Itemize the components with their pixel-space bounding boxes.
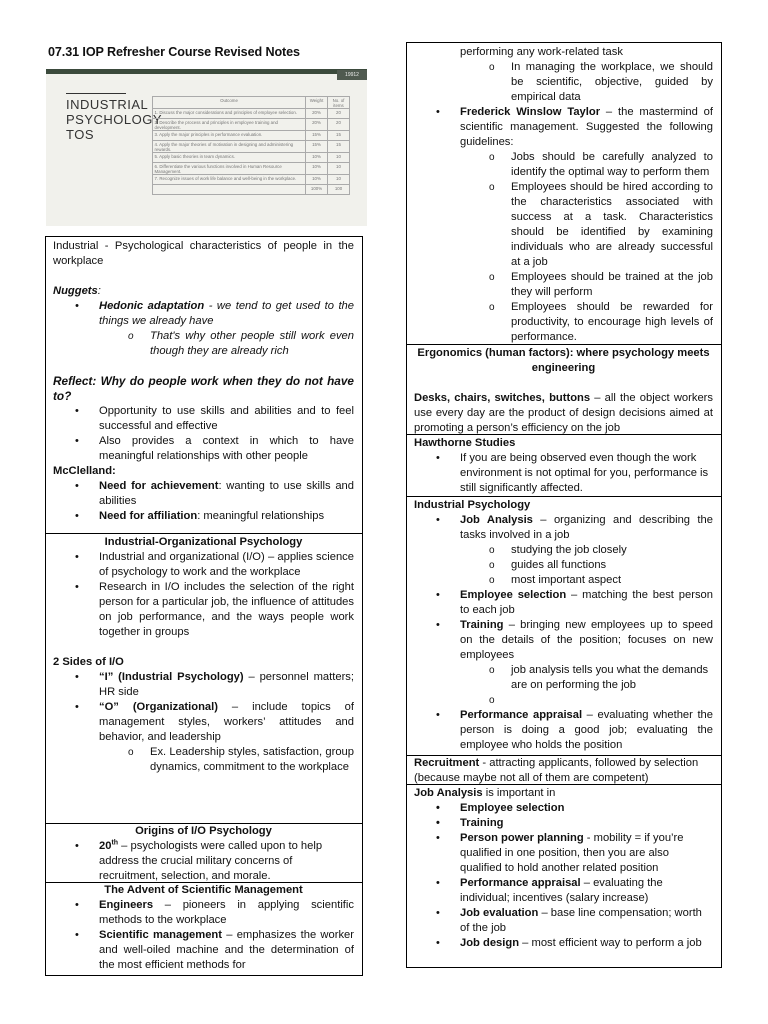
hawthorne-list: [414, 451, 713, 496]
image-top-bar: [46, 69, 367, 74]
tos-cell: 10%: [306, 175, 328, 185]
term: Performance appraisal: [460, 877, 581, 889]
definition: – personnel matters; HR side: [99, 671, 354, 698]
definition: is important in: [482, 787, 556, 799]
tos-cell: 15%: [306, 141, 328, 153]
list-item: [53, 700, 354, 745]
list-item-continued: performing any work-related task: [460, 46, 623, 58]
term: Hedonic adaptation: [99, 300, 205, 312]
list-item: • Industrial and organizational (I/O) – applies science of psychology to work and the workplace: [53, 550, 354, 580]
advent-list: [53, 898, 354, 973]
list-item: • Also provides a context in which to have meaningful relationships with other people: [53, 434, 354, 464]
definition: – most efficient way to perform a job: [519, 937, 702, 949]
definition: – all the object workers use every day are the product of design decisions aimed at promoting a person’s efficiency on the job: [414, 392, 713, 434]
tos-cell: 20%: [306, 119, 328, 131]
term: Scientific management: [99, 929, 222, 941]
tos-cell: 10%: [306, 153, 328, 163]
list-item: [414, 513, 713, 543]
definition: – emphasizes the worker and well-oiled machine and the determination of the most efficient methods for: [99, 929, 354, 971]
tos-cell: 2. Describe the process and principles in employee training and development.: [153, 119, 306, 131]
list-item: • Research in I/O includes the selection of the right person for a particular job, the influence of attitudes on job performance, and the ways people work together in groups: [53, 580, 354, 640]
job-analysis-intro: [414, 786, 713, 801]
origins-heading: Origins of I/O Psychology: [135, 825, 272, 837]
tos-cell: 7. Recognize issues of work life balance and well-being in the workplace.: [153, 175, 306, 185]
term: Job Analysis: [414, 787, 483, 799]
reflect-list: [53, 404, 354, 464]
definition: – bringing new employees up to speed on the details of the position; focuses on new employees: [460, 619, 713, 661]
io-list: [53, 550, 354, 640]
tos-row: [153, 141, 350, 153]
tos-header-row: [153, 97, 350, 109]
industrial-psychology-list: [414, 513, 713, 753]
right-notes-box: [406, 42, 722, 968]
divider: [45, 533, 363, 534]
list-item: [414, 906, 713, 936]
tos-cell: 100: [328, 185, 350, 195]
list-item: [414, 588, 713, 618]
tos-header-cell: No. of items: [328, 97, 350, 109]
list-item: • Opportunity to use skills and abilities and to feel successful and effective: [53, 404, 354, 434]
empty-sub-list-item: [414, 693, 713, 708]
list-item: [53, 898, 354, 928]
term: “I” (Industrial Psychology): [99, 671, 244, 683]
definition: – include topics of management styles, workers’ attitudes and behavior, and leadership: [99, 701, 354, 743]
term: Frederick Winslow Taylor: [460, 106, 601, 118]
century-suffix: th: [111, 839, 119, 847]
origins-list: [53, 839, 354, 884]
nuggets-label: Nuggets:: [53, 285, 101, 297]
term: Job evaluation: [460, 907, 539, 919]
list-item: [414, 936, 713, 951]
definition: – psychologists were called upon to help address the crucial military concerns of recruitment, selection, and morale.: [99, 840, 323, 882]
list-item: [414, 831, 713, 876]
sub-list-item: o most important aspect: [414, 573, 713, 588]
term: Need for achievement: [99, 480, 219, 492]
list-item: • Training: [414, 816, 713, 831]
tos-title-line: TOS: [66, 127, 94, 142]
page-title: 07.31 IOP Refresher Course Revised Notes: [48, 45, 300, 59]
definition: - mobility = if you’re qualified in one position, then you are also qualified to hold another related position: [460, 832, 684, 874]
tos-cell: 10: [328, 153, 350, 163]
list-item: [414, 708, 713, 753]
tos-title-rule: [66, 93, 126, 94]
sub-list-item: o guides all functions: [414, 558, 713, 573]
tos-row: [153, 119, 350, 131]
tos-title-line: INDUSTRIAL: [66, 97, 149, 112]
term: Engineers: [99, 899, 154, 911]
list-item: [53, 299, 354, 329]
term: Performance appraisal: [460, 709, 583, 721]
tos-cell: 1. Discuss the major considerations and principles of employee selection.: [153, 109, 306, 119]
term: Job design: [460, 937, 520, 949]
tos-total-row: [153, 185, 350, 195]
sub-list-item: o Employees should be rewarded for productivity, to encourage high levels of performance.: [414, 300, 713, 345]
mcclelland-heading: McClelland:: [53, 465, 116, 477]
definition: - we tend to get used to the things we already have: [99, 300, 354, 327]
tos-title: [66, 97, 162, 142]
term: Need for affiliation: [99, 510, 198, 522]
tos-cell: 10: [328, 175, 350, 185]
advent-heading: The Advent of Scientific Management: [104, 884, 303, 896]
sub-list-item: o studying the job closely: [414, 543, 713, 558]
tos-cell: 15: [328, 141, 350, 153]
industrial-psychology-heading: Industrial Psychology: [414, 499, 531, 511]
tos-cell: 5. Apply basic theories in team dynamics.: [153, 153, 306, 163]
definition: : wanting to use skills and abilities: [99, 480, 354, 507]
tos-header-cell: Weight: [306, 97, 328, 109]
tos-header-cell: Outcome: [153, 97, 306, 109]
sub-list-item: o That's why other people still work even though they are already rich: [53, 329, 354, 359]
sub-list-item: o Employees should be trained at the job they will perform: [414, 270, 713, 300]
sub-list-item: o Jobs should be carefully analyzed to identify the optimal way to perform them: [414, 150, 713, 180]
tos-image: [46, 69, 367, 226]
century-number: 20: [99, 840, 112, 852]
list-item: [414, 618, 713, 663]
definition: – evaluating whether the person is doing a good job; evaluating the employee who holds the position: [460, 709, 713, 751]
term: Job Analysis: [460, 514, 533, 526]
list-item: [53, 509, 354, 524]
left-notes-box: [45, 236, 363, 976]
tos-cell: 3. Apply the major principles in performance evaluation.: [153, 131, 306, 141]
image-badge: 19912: [337, 70, 367, 80]
list-item: [53, 928, 354, 973]
tos-row: [153, 109, 350, 119]
recruitment-text: [414, 756, 713, 786]
definition: : meaningful relationships: [197, 510, 325, 522]
tos-cell: [153, 185, 306, 195]
definition: – pioneers in applying scientific methods to the workplace: [99, 899, 354, 926]
sides-list: [53, 670, 354, 775]
tos-cell: 4. Apply the major theories of motivation in designing and administering rewards.: [153, 141, 306, 153]
term: Employee selection: [460, 589, 567, 601]
tos-cell: 10%: [306, 163, 328, 175]
list-item: [53, 479, 354, 509]
io-heading: Industrial-Organizational Psychology: [104, 536, 303, 548]
definition: – base line compensation; worth of the job: [460, 907, 702, 934]
tos-cell: 10: [328, 163, 350, 175]
sub-list-item: o Employees should be hired according to the characteristics associated with success at a task. Characteristics should be identified by examining individuals who are already successful at a job: [414, 180, 713, 270]
reflect-question: Reflect: Why do people work when they do not have to?: [53, 374, 354, 403]
tos-row: [153, 131, 350, 141]
term: Recruitment: [414, 757, 480, 769]
continued-list: [414, 45, 713, 345]
term: Person power planning: [460, 832, 584, 844]
list-item: • If you are being observed even though the work environment is not optimal for you, performance is still significantly affected.: [414, 451, 713, 496]
job-analysis-list: [414, 801, 713, 951]
hawthorne-heading: Hawthorne Studies: [414, 437, 516, 449]
ergonomics-heading: Ergonomics (human factors): where psychology meets engineering: [417, 347, 710, 374]
tos-cell: 15%: [306, 131, 328, 141]
tos-cell: 100%: [306, 185, 328, 195]
tos-cell: 20: [328, 119, 350, 131]
list-item: [53, 839, 354, 884]
tos-cell: 6. Differentiate the various functions involved in Human Resource Management.: [153, 163, 306, 175]
list-item: [53, 670, 354, 700]
tos-cell: 15: [328, 131, 350, 141]
definition: – the mastermind of scientific management. Suggested the following guidelines:: [460, 106, 713, 148]
sides-heading: 2 Sides of I/O: [53, 656, 124, 668]
list-item: [414, 105, 713, 150]
ergonomics-text: [414, 391, 713, 436]
sub-list-item: o Ex. Leadership styles, satisfaction, group dynamics, commitment to the workplace: [53, 745, 354, 775]
definition: – evaluating the individual; incentives (salary increase): [460, 877, 663, 904]
term: Desks, chairs, switches, buttons: [414, 392, 591, 404]
tos-row: [153, 153, 350, 163]
tos-row: [153, 175, 350, 185]
tos-cell: 20: [328, 109, 350, 119]
mcclelland-list: [53, 479, 354, 524]
sub-list-item: o In managing the workplace, we should be scientific, objective, guided by empirical data: [414, 60, 713, 105]
intro-text: Industrial - Psychological characteristics of people in the workplace: [53, 240, 354, 267]
nuggets-text: Nuggets: [53, 285, 98, 297]
nuggets-list: [53, 299, 354, 359]
term: Training: [460, 619, 504, 631]
definition: – matching the best person to each job: [460, 589, 713, 616]
sub-list-item: o job analysis tells you what the demands are on performing the job: [414, 663, 713, 693]
definition: - attracting applicants, followed by selection (because maybe not all of them are competent): [414, 757, 699, 784]
tos-table: [152, 96, 350, 195]
list-item: [414, 876, 713, 906]
divider: [406, 496, 722, 497]
list-item: • Employee selection: [414, 801, 713, 816]
term: “O” (Organizational): [99, 701, 218, 713]
definition: – organizing and describing the tasks involved in a job: [460, 514, 713, 541]
tos-title-line: PSYCHOLOGY: [66, 112, 163, 127]
tos-row: [153, 163, 350, 175]
tos-cell: 20%: [306, 109, 328, 119]
